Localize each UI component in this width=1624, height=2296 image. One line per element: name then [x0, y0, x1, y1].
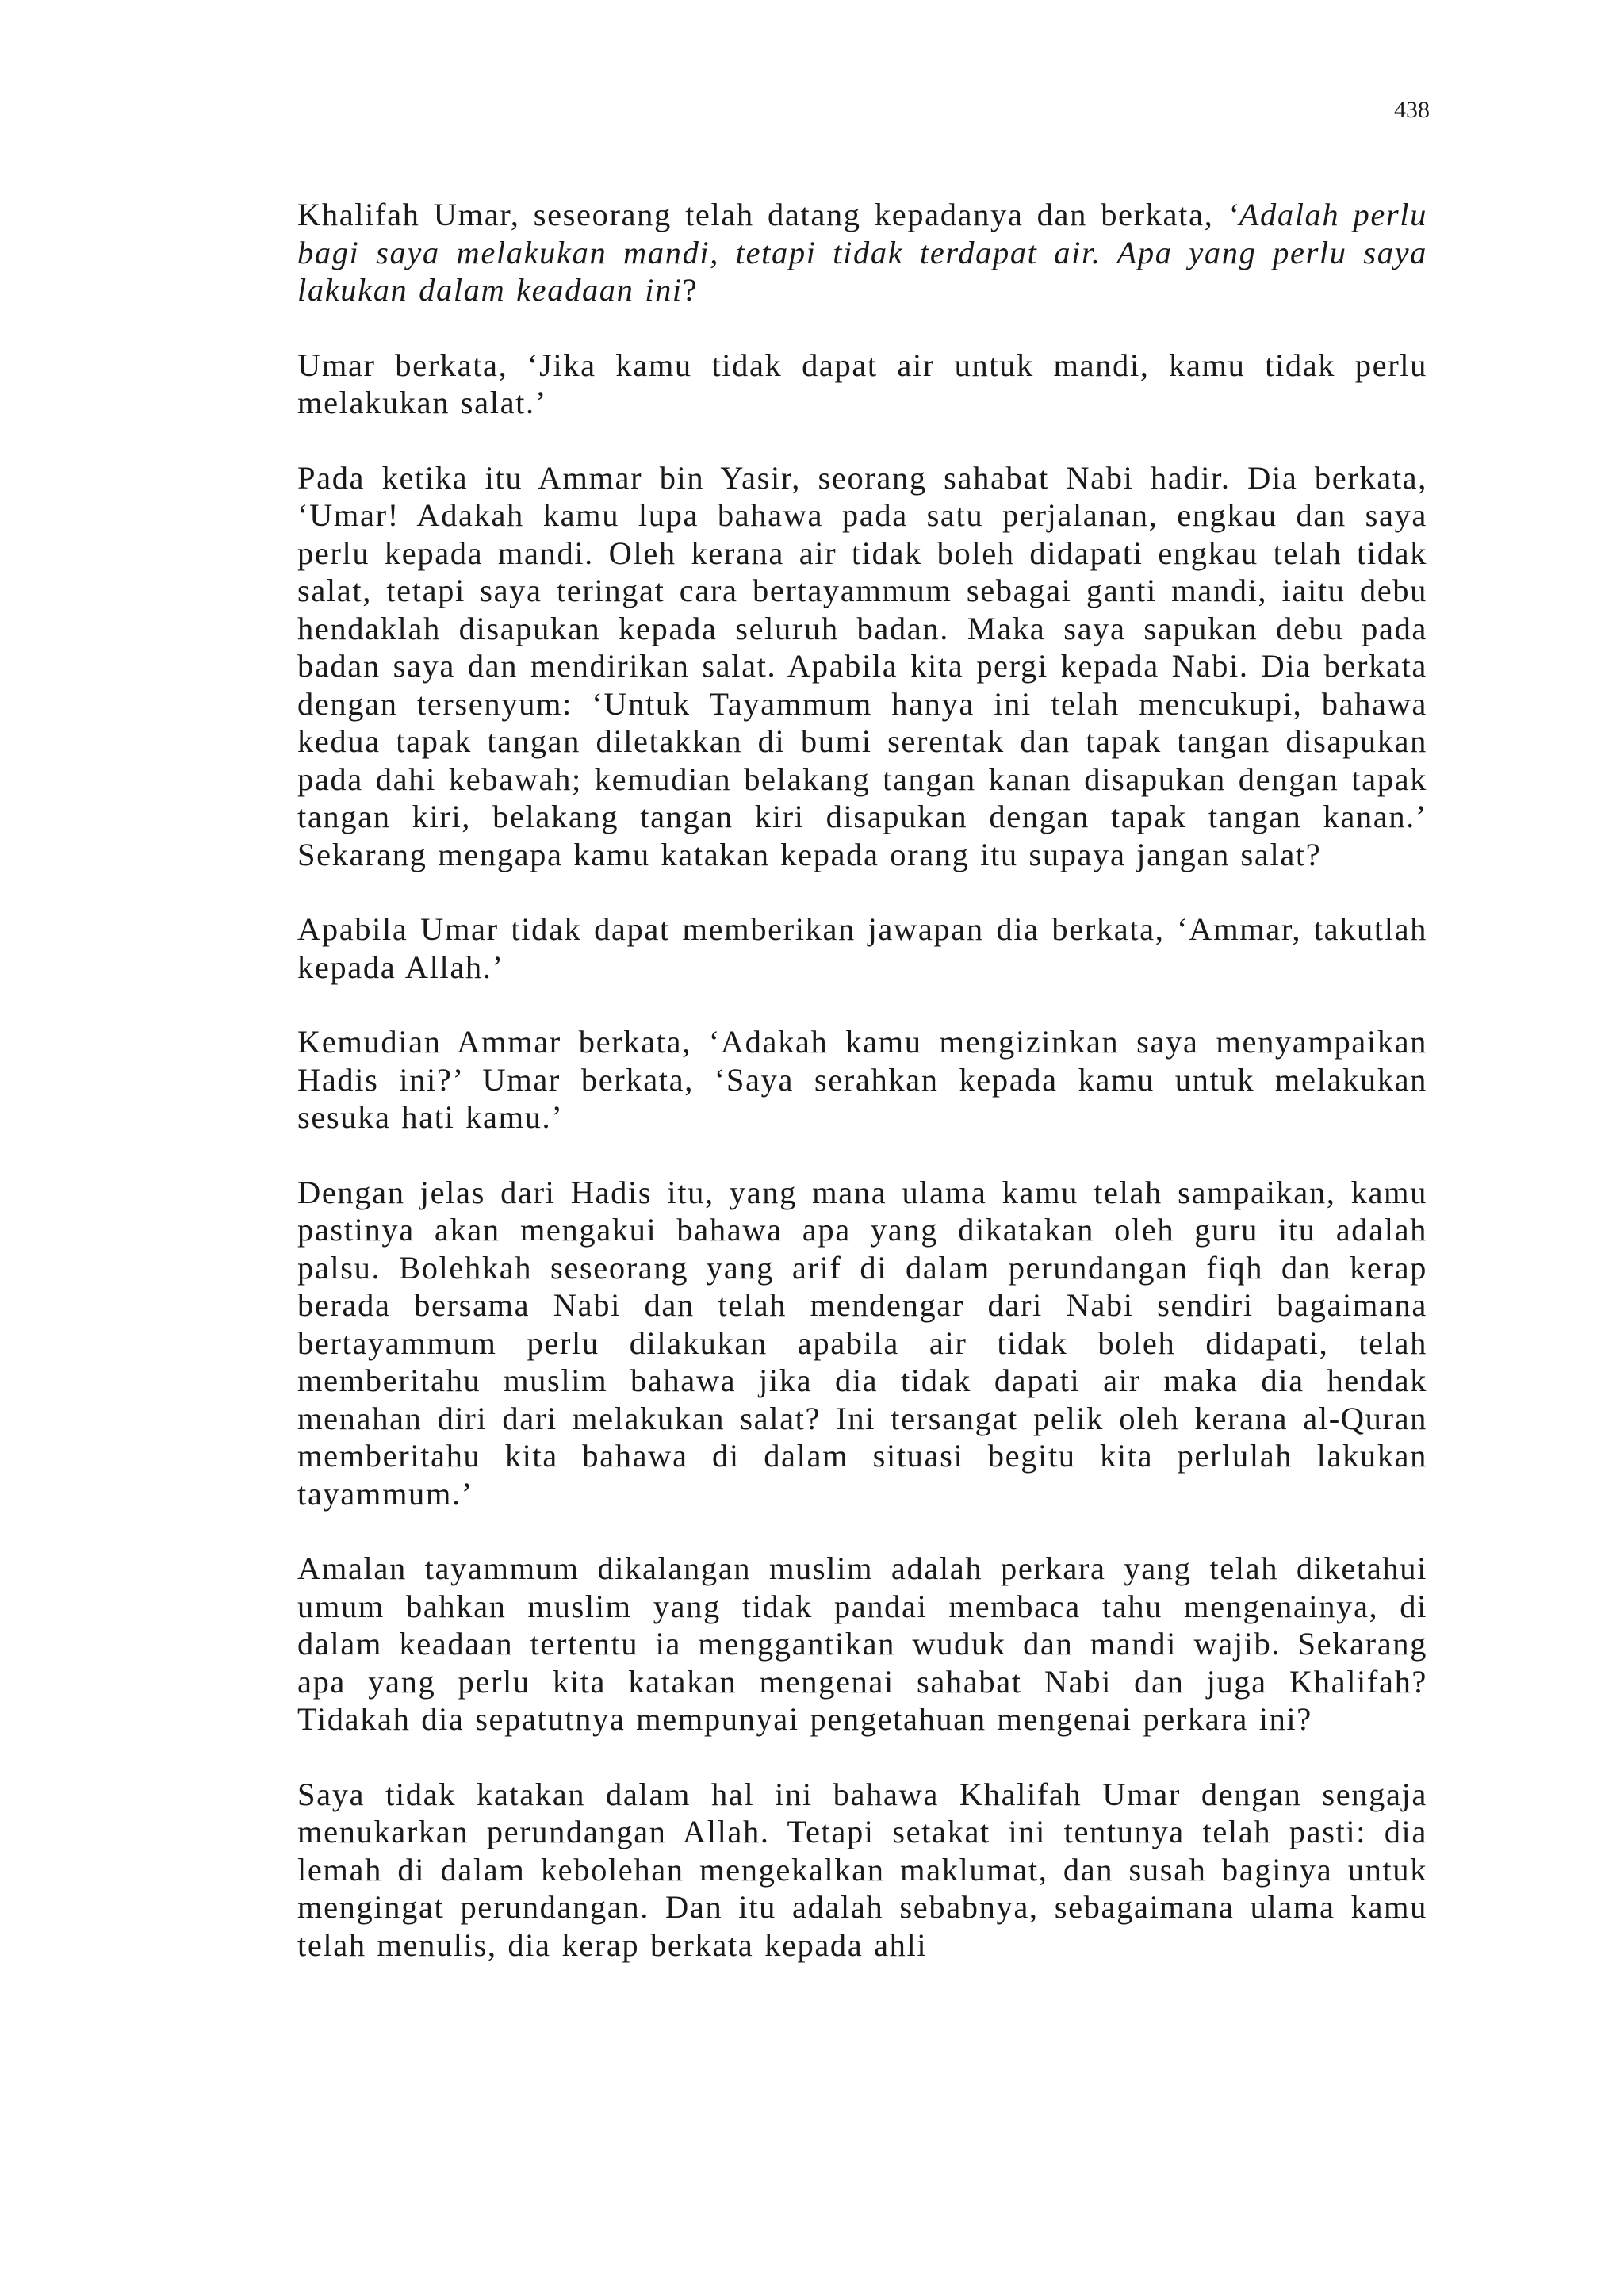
paragraph-2: Umar berkata, ‘Jika kamu tidak dapat air untuk mandi, kamu tidak perlu melakukan salat.’	[297, 347, 1427, 420]
paragraph-1	[297, 196, 1427, 309]
paragraph-4: Apabila Umar tidak dapat memberikan jawapan dia berkata, ‘Ammar, takutlah kepada Allah.’	[297, 911, 1427, 985]
paragraph-3: Pada ketika itu Ammar bin Yasir, seorang sahabat Nabi hadir. Dia berkata, ‘Umar! Adakah kamu lupa bahawa pada satu perjalanan, engkau dan saya perlu kepada mandi. Oleh kerana air tidak boleh didapati engkau telah tidak salat, tetapi saya teringat cara bertayammum sebagai ganti mandi, iaitu debu hendaklah disapukan kepada seluruh badan. Maka saya sapukan debu pada badan saya dan mendirikan salat. Apabila kita pergi kepada Nabi. Dia berkata dengan tersenyum: ‘Untuk Tayammum hanya ini telah mencukupi, bahawa kedua tapak tangan diletakkan di bumi serentak dan tapak tangan disapukan pada dahi kebawah; kemudian belakang tangan kanan disapukan dengan tapak tangan kiri, belakang tangan kiri disapukan dengan tapak tangan kanan.’ Sekarang mengapa kamu katakan kepada orang itu supaya jangan salat?	[297, 459, 1427, 872]
paragraph-1-quote: ‘Adalah perlu bagi saya melakukan mandi, tetapi tidak terdapat air. Apa yang perlu saya lakukan dalam keadaan ini	[297, 197, 1427, 308]
page-number: 438	[1394, 97, 1430, 123]
paragraph-6: Dengan jelas dari Hadis itu, yang mana ulama kamu telah sampaikan, kamu pastinya akan mengakui bahawa apa yang dikatakan oleh guru itu adalah palsu. Bolehkah seseorang yang arif di dalam perundangan fiqh dan kerap berada bersama Nabi dan telah mendengar dari Nabi sendiri bagaimana bertayammum perlu dilakukan apabila air tidak boleh didapati, telah memberitahu muslim bahawa jika dia tidak dapati air maka dia hendak menahan diri dari melakukan salat? Ini tersangat pelik oleh kerana al-Quran memberitahu kita bahawa di dalam situasi begitu kita perlulah lakukan tayammum.’	[297, 1174, 1427, 1512]
paragraph-1-end: ?	[682, 272, 699, 308]
paragraph-1-text: Khalifah Umar, seseorang telah datang kepadanya dan berkata,	[297, 197, 1228, 232]
paragraph-8: Saya tidak katakan dalam hal ini bahawa Khalifah Umar dengan sengaja menukarkan perundangan Allah. Tetapi setakat ini tentunya telah pasti: dia lemah di dalam kebolehan mengekalkan maklumat, dan susah baginya untuk mengingat perundangan. Dan itu adalah sebabnya, sebagaimana ulama kamu telah menulis, dia kerap berkata kepada ahli	[297, 1776, 1427, 1963]
paragraph-7: Amalan tayammum dikalangan muslim adalah perkara yang telah diketahui umum bahkan muslim yang tidak pandai membaca tahu mengenainya, di dalam keadaan tertentu ia menggantikan wuduk dan mandi wajib. Sekarang apa yang perlu kita katakan mengenai sahabat Nabi dan juga Khalifah? Tidakah dia sepatutnya mempunyai pengetahuan mengenai perkara ini?	[297, 1550, 1427, 1737]
body-text	[297, 196, 1427, 2001]
paragraph-5: Kemudian Ammar berkata, ‘Adakah kamu mengizinkan saya menyampaikan Hadis ini?’ Umar berkata, ‘Saya serahkan kepada kamu untuk melakukan sesuka hati kamu.’	[297, 1024, 1427, 1135]
